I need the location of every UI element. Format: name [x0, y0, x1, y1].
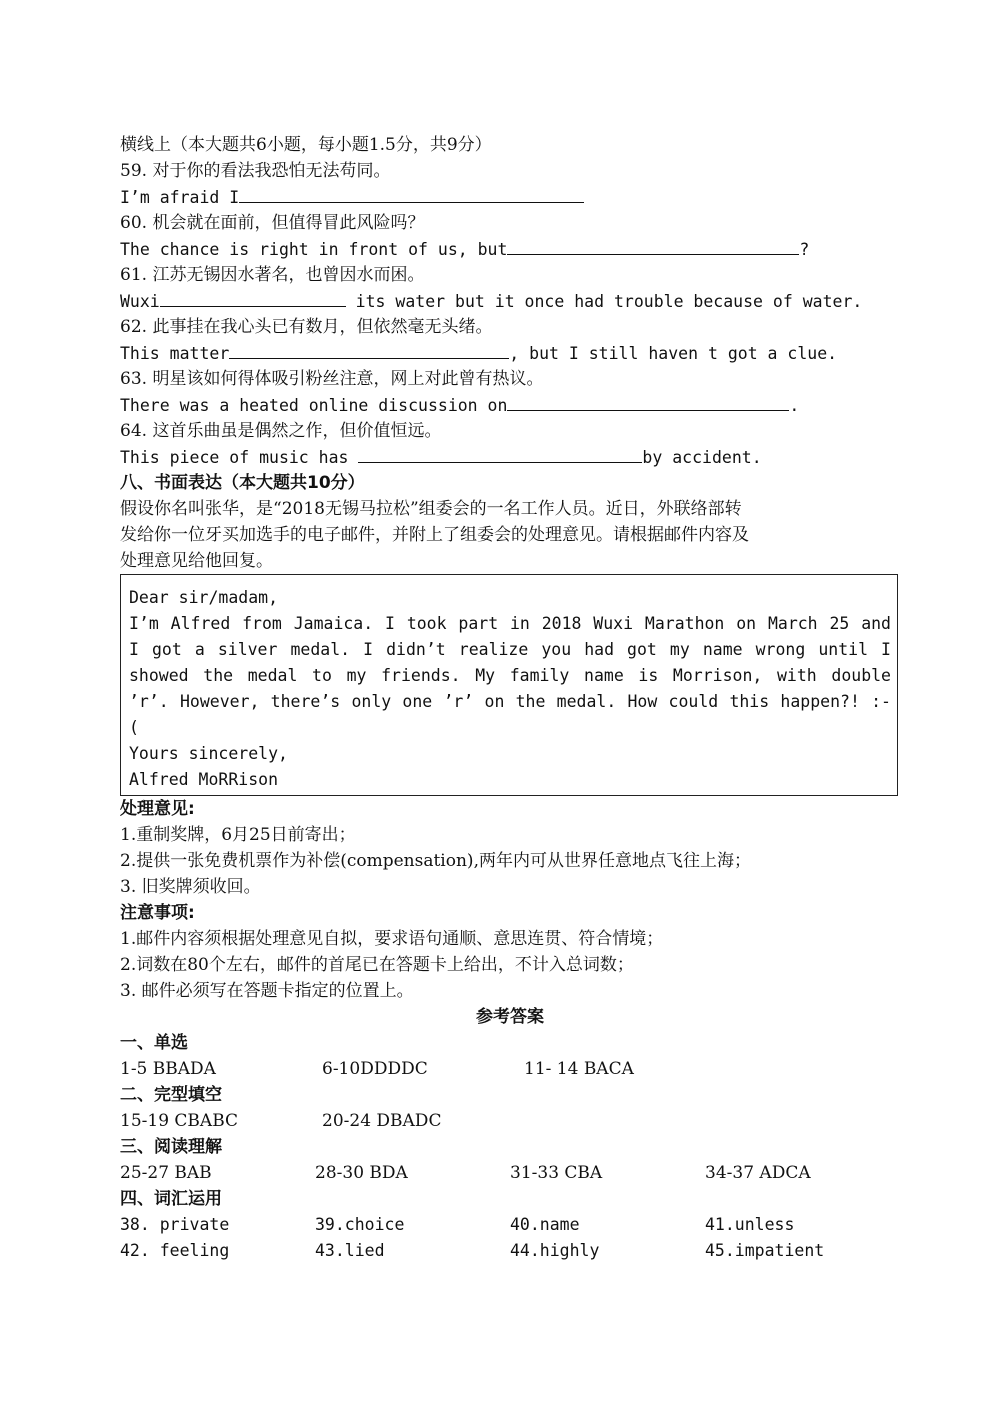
- answer-cell: 20-24 DBADC: [322, 1111, 442, 1131]
- question-59-prompt: 59. 对于你的看法我恐怕无法苟同。: [120, 161, 391, 181]
- answers-section-1-title: 一、单选: [120, 1033, 188, 1053]
- notes-item: 3. 邮件必须写在答题卡指定的位置上。: [120, 981, 414, 1001]
- handling-title: 处理意见:: [120, 799, 195, 819]
- question-61-tail: its water but it once had trouble because of water.: [345, 292, 863, 311]
- question-64-sentence: [120, 444, 900, 470]
- answer-cell: 38. private: [120, 1215, 230, 1234]
- notes-item: 1.邮件内容须根据处理意见自拟，要求语句通顺、意思连贯、符合情境；: [120, 929, 664, 949]
- answer-cell: 43.lied: [315, 1241, 385, 1260]
- question-64-blank[interactable]: [358, 444, 642, 463]
- section-8-title: 八、书面表达（本大题共10分）: [120, 473, 365, 493]
- question-59-blank[interactable]: [239, 184, 584, 203]
- question-60-prompt: 60. 机会就在面前，但值得冒此风险吗？: [120, 213, 425, 233]
- answer-cell: 6-10DDDDC: [322, 1059, 428, 1079]
- answer-cell: 11- 14 BACA: [524, 1059, 634, 1079]
- email-line: (: [129, 718, 139, 737]
- answer-cell: 1-5 BBADA: [120, 1059, 216, 1079]
- handling-item: 3. 旧奖牌须收回。: [120, 877, 261, 897]
- email-line: Yours sincerely,: [129, 744, 288, 763]
- answer-cell: 31-33 CBA: [510, 1163, 603, 1183]
- question-64-text: This piece of music has: [120, 448, 359, 467]
- question-61-sentence: [120, 288, 900, 314]
- question-62-sentence: [120, 340, 900, 366]
- question-60-sentence: [120, 236, 900, 262]
- section-8-prompt-line: 假设你名叫张华，是“2018无锡马拉松”组委会的一名工作人员。近日，外联络部转: [120, 499, 742, 519]
- answer-cell: 25-27 BAB: [120, 1163, 212, 1183]
- email-line: Dear sir/madam,: [129, 588, 279, 607]
- question-60-tail: ?: [799, 240, 810, 259]
- answers-row: [120, 1238, 900, 1264]
- question-59-sentence: [120, 184, 900, 210]
- answers-row: [120, 1212, 900, 1238]
- email-box: [120, 574, 898, 796]
- answer-cell: 15-19 CBABC: [120, 1111, 239, 1131]
- email-line: Alfred MoRRison: [129, 770, 279, 789]
- answer-cell: 41.unless: [705, 1215, 795, 1234]
- section-intro: 横线上（本大题共6小题，每小题1.5分，共9分）: [120, 135, 492, 155]
- question-62-text: This matter: [120, 344, 230, 363]
- answers-row: [120, 1108, 900, 1134]
- email-line: ’r’. However, there’s only one ’r’ on the medal. How could this happen?! :-: [129, 692, 891, 711]
- question-61-blank[interactable]: [160, 288, 346, 307]
- question-64-prompt: 64. 这首乐曲虽是偶然之作，但价值恒远。: [120, 421, 442, 441]
- question-62-tail: , but I still haven t got a clue.: [509, 344, 838, 363]
- answer-cell: 28-30 BDA: [315, 1163, 408, 1183]
- answers-section-3-title: 三、阅读理解: [120, 1137, 222, 1157]
- question-61-text: Wuxi: [120, 292, 160, 311]
- handling-item: 1.重制奖牌，6月25日前寄出；: [120, 825, 356, 845]
- answers-section-4-title: 四、词汇运用: [120, 1189, 222, 1209]
- question-63-prompt: 63. 明星该如何得体吸引粉丝注意，网上对此曾有热议。: [120, 369, 544, 389]
- handling-item: 2.提供一张免费机票作为补偿(compensation),两年内可从世界任意地点飞往上海；: [120, 851, 751, 871]
- question-61-prompt: 61. 江苏无锡因水著名，也曾因水而困。: [120, 265, 425, 285]
- notes-title: 注意事项:: [120, 903, 195, 923]
- email-line: showed the medal to my friends. My family name is Morrison, with double: [129, 666, 891, 685]
- answer-cell: 39.choice: [315, 1215, 405, 1234]
- answer-cell: 40.name: [510, 1215, 580, 1234]
- email-line: I’m Alfred from Jamaica. I took part in 2018 Wuxi Marathon on March 25 and: [129, 614, 891, 633]
- question-59-text: I’m afraid I: [120, 188, 240, 207]
- answers-row: [120, 1056, 900, 1082]
- answer-cell: 45.impatient: [705, 1241, 825, 1260]
- question-60-text: The chance is right in front of us, but: [120, 240, 508, 259]
- question-63-sentence: [120, 392, 900, 418]
- question-63-text: There was a heated online discussion on: [120, 396, 508, 415]
- answer-cell: 34-37 ADCA: [705, 1163, 811, 1183]
- question-62-blank[interactable]: [229, 340, 509, 359]
- answers-row: [120, 1160, 900, 1186]
- email-line: I got a silver medal. I didn’t realize you had got my name wrong until I: [129, 640, 891, 659]
- answer-cell: 42. feeling: [120, 1241, 230, 1260]
- question-62-prompt: 62. 此事挂在我心头已有数月，但依然毫无头绪。: [120, 317, 493, 337]
- question-63-tail: .: [789, 396, 800, 415]
- question-60-blank[interactable]: [507, 236, 799, 255]
- answer-cell: 44.highly: [510, 1241, 600, 1260]
- document-page: [120, 132, 900, 1264]
- section-8-prompt-line: 处理意见给他回复。: [120, 551, 273, 571]
- section-8-prompt-line: 发给你一位牙买加选手的电子邮件，并附上了组委会的处理意见。请根据邮件内容及: [120, 525, 749, 545]
- question-63-blank[interactable]: [507, 392, 789, 411]
- notes-item: 2.词数在80个左右，邮件的首尾已在答题卡上给出，不计入总词数；: [120, 955, 634, 975]
- question-64-tail: by accident.: [642, 448, 762, 467]
- answers-title: 参考答案: [476, 1007, 544, 1027]
- answers-section-2-title: 二、完型填空: [120, 1085, 222, 1105]
